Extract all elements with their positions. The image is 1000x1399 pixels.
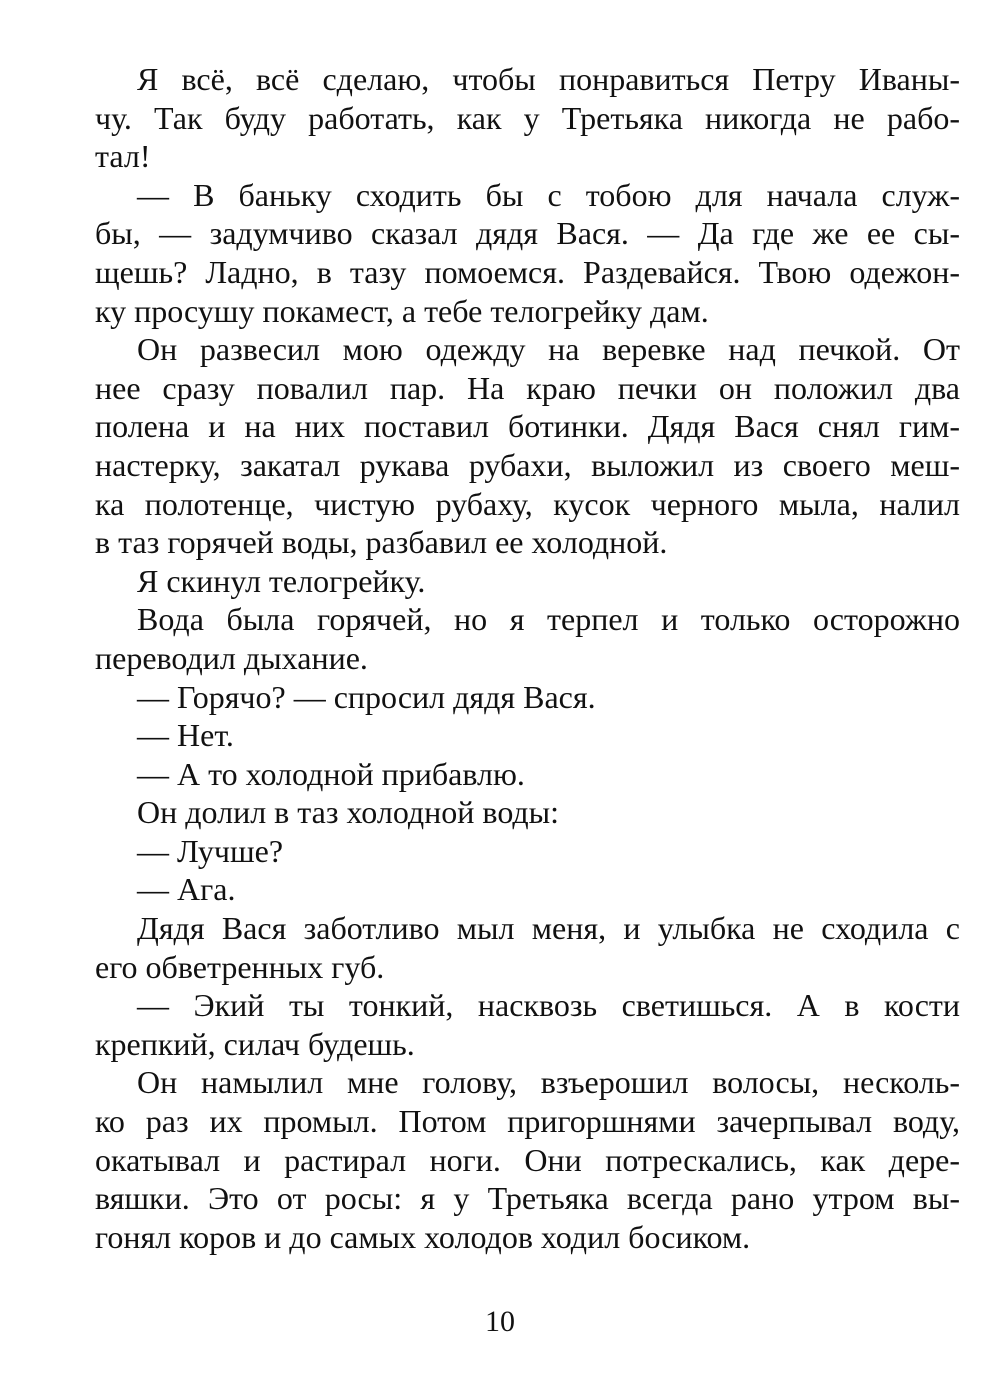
page-number: 10	[485, 1305, 515, 1338]
text-line: чу. Так буду работать, как у Третьяка никогда не рабо-	[95, 99, 960, 136]
paragraph	[95, 176, 960, 330]
dialogue-line: — Нет.	[137, 717, 234, 754]
text-line: его обветренных губ.	[95, 948, 385, 985]
dialogue-line: — А то холодной прибавлю.	[137, 755, 525, 792]
text-line: полена и на них поставил ботинки. Дядя Вася снял гим-	[95, 408, 960, 445]
text-line: Он развесил мою одежду на веревке над печкой. От	[137, 331, 960, 368]
text-line: — Экий ты тонкий, насквозь светишься. А в кости	[137, 987, 960, 1024]
book-page-text	[95, 60, 960, 1256]
text-line: ку просушу покамест, а тебе телогрейку дам.	[95, 292, 709, 329]
paragraph	[95, 909, 960, 986]
paragraph	[95, 986, 960, 1063]
text-line: щешь? Ладно, в тазу помоемся. Раздевайся. Твою одежон-	[95, 253, 960, 290]
text-line: бы, — задумчиво сказал дядя Вася. — Да где же ее сы-	[95, 215, 960, 252]
text-line: окатывал и растирал ноги. Они потрескались, как дере-	[95, 1141, 960, 1178]
text-line: Вода была горячей, но я терпел и только осторожно	[137, 601, 960, 638]
text-line: Он долил в таз холодной воды:	[137, 794, 560, 831]
text-line: — В баньку сходить бы с тобою для начала служ-	[137, 176, 960, 213]
text-line: нее сразу повалил пар. На краю печки он положил два	[95, 369, 960, 406]
text-line: вяшки. Это от росы: я у Третьяка всегда рано утром вы-	[95, 1180, 960, 1217]
text-line: крепкий, силач будешь.	[95, 1025, 415, 1062]
text-line: Я всё, всё сделаю, чтобы понравиться Петру Иваны-	[137, 61, 960, 97]
text-line: тал!	[95, 138, 151, 175]
text-line: ка полотенце, чистую рубаху, кусок черного мыла, налил	[95, 485, 960, 522]
dialogue-line: — Ага.	[137, 871, 236, 908]
text-line: гонял коров и до самых холодов ходил босиком.	[95, 1218, 751, 1255]
paragraph	[95, 60, 960, 176]
dialogue-line: — Горячо? — спросил дядя Вася.	[137, 678, 596, 715]
paragraph	[95, 1063, 960, 1256]
text-line: ко раз их промыл. Потом пригоршнями зачерпывал воду,	[95, 1103, 960, 1140]
text-line: настерку, закатал рукава рубахи, выложил из своего меш-	[95, 446, 960, 483]
text-line: Дядя Вася заботливо мыл меня, и улыбка не сходила с	[137, 910, 960, 947]
dialogue-line: — Лучше?	[137, 832, 284, 869]
text-line: Он намылил мне голову, взъерошил волосы, несколь-	[137, 1064, 960, 1101]
text-line: переводил дыхание.	[95, 639, 368, 676]
paragraph	[95, 600, 960, 677]
text-line: в таз горячей воды, разбавил ее холодной.	[95, 524, 668, 561]
text-line: Я скинул телогрейку.	[137, 562, 426, 599]
paragraph	[95, 330, 960, 562]
